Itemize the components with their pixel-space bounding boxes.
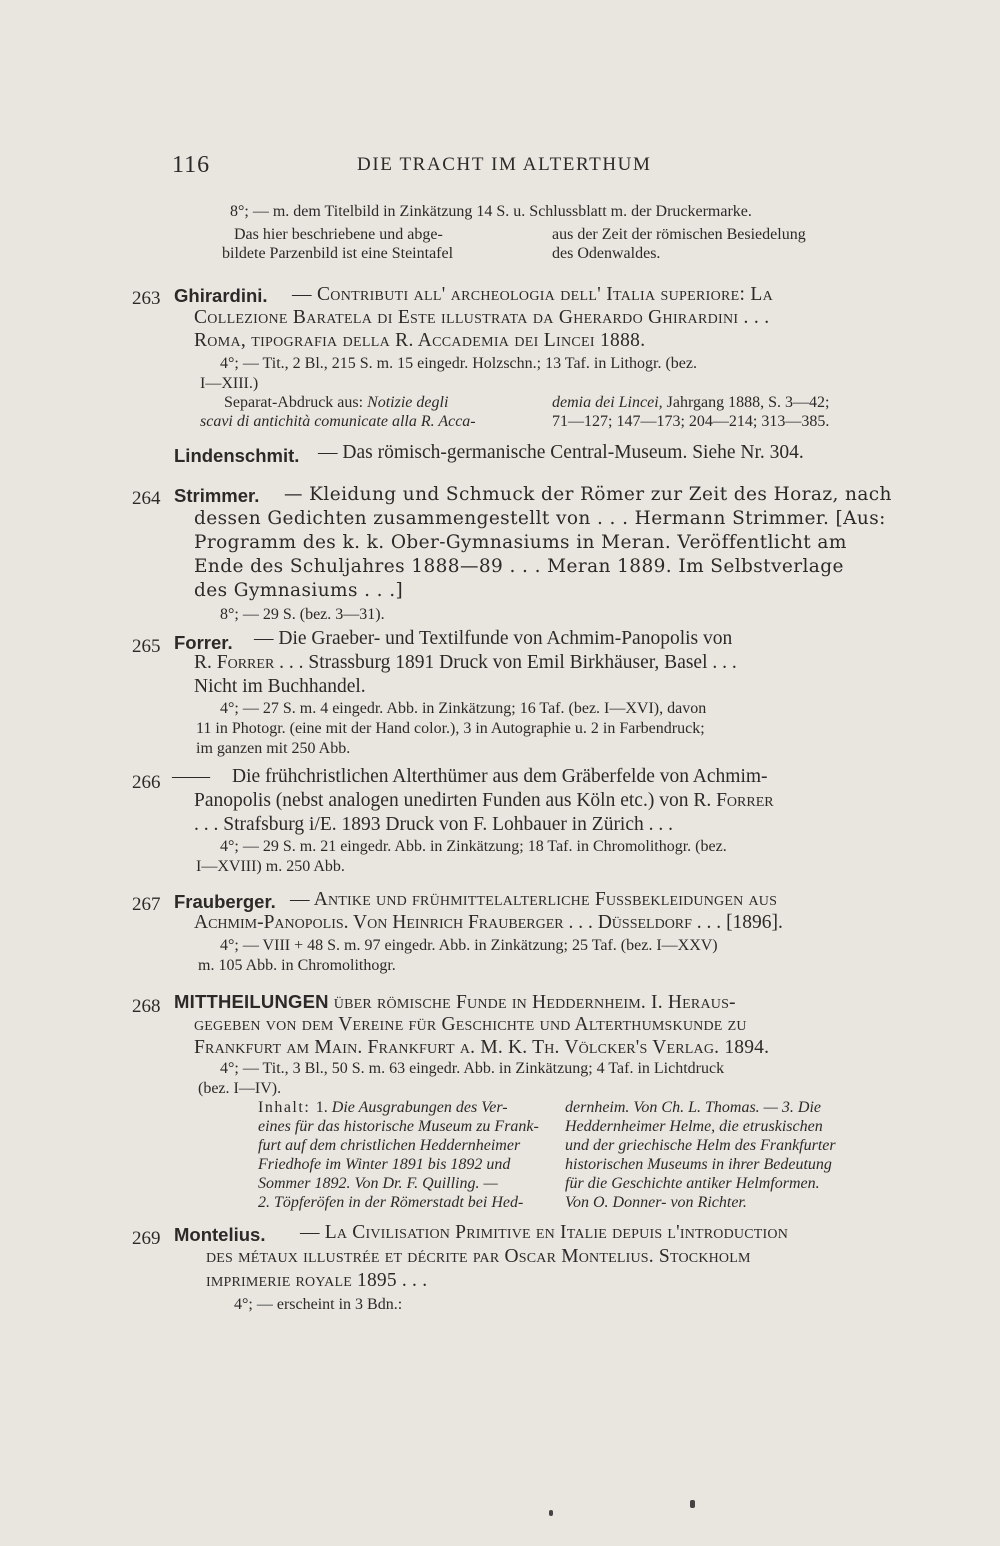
entry-number-268: 268 (132, 996, 161, 1017)
note-italic: Notizie degli (367, 394, 449, 411)
entry-268-contents-left-6: 2. Töpferöfen in der Römerstadt bei Hed- (258, 1194, 524, 1211)
title-sc: über römische Funde in Heddernheim. I. Heraus- (328, 992, 736, 1013)
title-sc: Achmim-Panopolis. Von Heinrich Frauberger . . . Düsseldorf . . . (194, 912, 727, 933)
entry-number-265: 265 (132, 636, 161, 657)
author-name-sc: R. Forrer (194, 652, 275, 673)
entry-269-desc: 4°; — erscheint in 3 Bdn.: (234, 1296, 403, 1313)
entry-266-line-2 (194, 790, 774, 812)
entry-269-line-3: imprimerie royale 1895 . . . (206, 1270, 428, 1291)
entry-267-desc-2: m. 105 Abb. in Chromolithogr. (198, 957, 396, 974)
entry-264-line-3: Programm des k. k. Ober-Gymnasiums in Meran. Veröffentlicht am (194, 532, 847, 553)
entry-263-desc-1: 4°; — Tit., 2 Bl., 215 S. m. 15 eingedr. Holzschn.; 13 Taf. in Lithogr. (bez. (220, 355, 697, 372)
entry-263-desc-2: I—XIII.) (200, 375, 259, 392)
contents-item-number: 1. (315, 1099, 332, 1116)
entry-number-266: 266 (132, 772, 161, 793)
contents-italic: Die Ausgrabungen des Ver- (331, 1099, 508, 1116)
carryover-col-left-2: bildete Parzenbild ist eine Steintafel (222, 245, 454, 262)
author-name-sc: Forrer (716, 790, 774, 811)
entry-author-264: Strimmer. (174, 485, 260, 506)
print-speck (549, 1510, 553, 1516)
entry-number-267: 267 (132, 894, 161, 915)
entry-267-line-2 (194, 912, 783, 934)
entry-266-line-3: . . . Strafsburg i/E. 1893 Druck von F. Lohbauer in Zürich . . . (194, 814, 674, 835)
note-text: Jahrgang 1888, S. 3—42; (666, 394, 830, 411)
note-italic: demia dei Lincei, (552, 394, 667, 411)
entry-268-contents-left-4: Friedhofe im Winter 1891 bis 1892 und (258, 1156, 511, 1173)
entry-268-contents-right-3: und der griechische Helm des Frankfurter (565, 1137, 836, 1154)
entry-author-263: Ghirardini. (174, 285, 268, 306)
entry-268-desc-1: 4°; — Tit., 3 Bl., 50 S. m. 63 eingedr. Abb. in Zinkätzung; 4 Taf. in Lichtdruck (220, 1060, 725, 1077)
entry-268-contents-right-4: historischen Museums in ihrer Bedeutung (565, 1156, 832, 1173)
entry-265-line-1: — Die Graeber- und Textilfunde von Achmim-Panopolis von (254, 628, 733, 649)
entry-264-line-4: Ende des Schuljahres 1888—89 . . . Meran 1889. Im Selbstverlage (194, 556, 844, 577)
entry-author-265: Forrer. (174, 632, 233, 653)
entry-266-desc-2: I—XVIII) m. 250 Abb. (196, 858, 345, 875)
running-header (172, 152, 862, 182)
note-text: Separat-Abdruck aus: (224, 394, 368, 411)
entry-268-line-2: gegeben von dem Vereine für Geschichte und Alterthumskunde zu (194, 1014, 747, 1035)
entry-268-contents-right-5: für die Geschichte antiker Helmformen. (565, 1175, 820, 1192)
entry-263-line-3: Roma, tipografia della R. Accademia dei Lincei 1888. (194, 330, 646, 351)
entry-265-desc-3: im ganzen mit 250 Abb. (196, 740, 351, 757)
entry-268-contents-left-5: Sommer 1892. Von Dr. F. Quilling. — (258, 1175, 498, 1192)
entry-269-line-2: des métaux illustrée et décrite par Oscar Montelius. Stockholm (206, 1246, 751, 1267)
entry-number-264: 264 (132, 488, 161, 509)
entry-author-lindenschmit: Lindenschmit. (174, 445, 300, 466)
entry-264-line-5: des Gymnasiums . . .] (194, 580, 404, 601)
contents-label: Inhalt: (258, 1099, 316, 1116)
entry-266-ditto-dash: —— (172, 766, 209, 787)
entry-266-desc-1: 4°; — 29 S. m. 21 eingedr. Abb. in Zinkätzung; 18 Taf. in Chromolithogr. (bez. (220, 838, 727, 855)
carryover-line: 8°; — m. dem Titelbild in Zinkätzung 14 S. u. Schlussblatt m. der Druckermarke. (230, 203, 752, 220)
entry-265-line-3: Nicht im Buchhandel. (194, 676, 366, 697)
print-speck (690, 1500, 695, 1508)
carryover-col-left-1: Das hier beschriebene und abge- (234, 226, 443, 243)
entry-268-contents-left-2: eines für das historische Museum zu Frank- (258, 1118, 539, 1135)
imprint-text: . . . Strassburg 1891 Druck von Emil Birkhäuser, Basel . . . (274, 652, 737, 673)
entry-264-desc: 8°; — 29 S. (bez. 3—31). (220, 606, 385, 623)
entry-263-note-left-2: scavi di antichità comunicate alla R. Acca- (200, 413, 476, 430)
entry-267-line-1: — Antike und frühmittelalterliche Fussbekleidungen aus (290, 889, 778, 910)
page-number: 116 (172, 152, 211, 178)
entry-268-line-1 (174, 991, 736, 1014)
entry-263-note-right-1 (552, 394, 829, 412)
entry-263-line-1: — Contributi all' archeologia dell' Italia superiore: La (292, 284, 774, 305)
entry-author-269: Montelius. (174, 1224, 266, 1245)
entry-268-contents-right-2: Heddernheimer Helme, die etruskischen (565, 1118, 823, 1135)
entry-263-note-right-2: 71—127; 147—173; 204—214; 313—385. (552, 413, 830, 430)
entry-lindenschmit-text: — Das römisch-germanische Central-Museum. Siehe Nr. 304. (318, 442, 804, 463)
entry-268-line-3: Frankfurt am Main. Frankfurt a. M. K. Th. Völcker's Verlag. 1894. (194, 1037, 770, 1058)
entry-264-line-1: — Kleidung und Schmuck der Römer zur Zeit des Horaz, nach (284, 484, 892, 505)
entry-266-line-1: Die frühchristlichen Alterthümer aus dem Gräberfelde von Achmim- (232, 766, 768, 787)
entry-268-desc-2: (bez. I—IV). (198, 1080, 282, 1097)
entry-number-269: 269 (132, 1228, 161, 1249)
entry-268-contents-left-1 (258, 1099, 508, 1117)
entry-267-desc-1: 4°; — VIII + 48 S. m. 97 eingedr. Abb. in Zinkätzung; 25 Taf. (bez. I—XXV) (220, 937, 718, 954)
entry-264-line-2: dessen Gedichten zusammengestellt von . . . Hermann Strimmer. [Aus: (194, 508, 886, 529)
year-text: [1896]. (726, 912, 783, 933)
entry-268-contents-right-1: dernheim. Von Ch. L. Thomas. — 3. Die (565, 1099, 822, 1116)
carryover-col-right-2: des Odenwaldes. (552, 245, 661, 262)
entry-number-263: 263 (132, 288, 161, 309)
entry-265-line-2 (194, 652, 737, 674)
entry-author-267: Frauberger. (174, 891, 276, 912)
entry-263-line-2: Collezione Baratela di Este illustrata da Gherardo Ghirardini . . . (194, 307, 770, 328)
running-title: DIE TRACHT IM ALTERTHUM (357, 154, 652, 175)
carryover-col-right-1: aus der Zeit der römischen Besiedelung (552, 226, 806, 243)
entry-265-desc-1: 4°; — 27 S. m. 4 eingedr. Abb. in Zinkätzung; 16 Taf. (bez. I—XVI), davon (220, 700, 707, 717)
entry-265-desc-2: 11 in Photogr. (eine mit der Hand color.), 3 in Autographie u. 2 in Farbendruck; (196, 720, 705, 737)
entry-263-note-left-1 (224, 394, 448, 412)
entry-268-contents-right-6: Von O. Donner- von Richter. (565, 1194, 747, 1211)
entry-269-line-1: — La Civilisation Primitive en Italie depuis l'introduction (300, 1222, 789, 1243)
entry-author-268: MITTHEILUNGEN (174, 991, 329, 1012)
title-text: Panopolis (nebst analogen unedirten Funden aus Köln etc.) von R. (194, 790, 717, 811)
entry-268-contents-left-3: furt auf dem christlichen Heddernheimer (258, 1137, 521, 1154)
